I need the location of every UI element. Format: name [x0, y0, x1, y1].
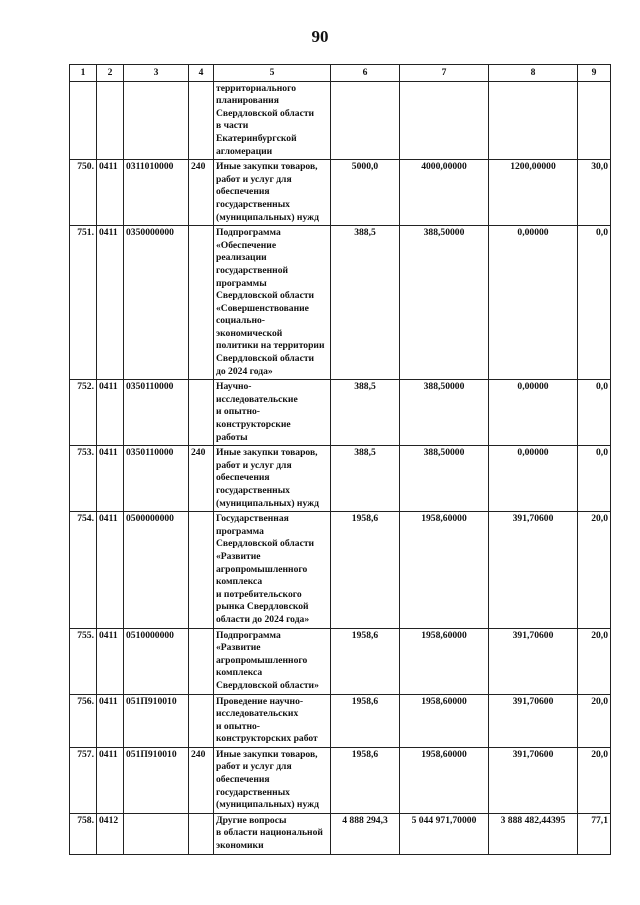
name-line: и опытно- — [216, 406, 260, 418]
name-line: планирования — [216, 95, 279, 107]
expense-type-cell: 240 — [189, 446, 214, 512]
approved-value-cell: 388,50000 — [400, 446, 489, 512]
section-code-cell: 0411 — [97, 628, 124, 694]
name-line: агломерации — [216, 145, 273, 157]
name-line: Екатеринбургской — [216, 132, 297, 144]
approved-value-cell: 1958,60000 — [400, 512, 489, 628]
name-line: обеспечения — [216, 186, 270, 198]
name-line: Свердловской области» — [216, 679, 319, 691]
name-line: программа — [216, 525, 264, 537]
percent-cell: 0,0 — [578, 446, 611, 512]
approved-value-cell: 1958,60000 — [400, 694, 489, 747]
name-cell — [214, 446, 331, 512]
target-code-cell: 051П910010 — [124, 694, 189, 747]
approved-value-cell: 388,50000 — [400, 226, 489, 380]
name-line: государственной — [216, 264, 289, 276]
percent-cell: 30,0 — [578, 160, 611, 226]
table-row — [70, 446, 611, 512]
name-line: работ и услуг для — [216, 761, 292, 773]
name-cell — [214, 694, 331, 747]
name-line: государственных — [216, 198, 290, 210]
name-line: экономики — [216, 840, 264, 852]
name-line: Иные закупки товаров, — [216, 447, 318, 459]
name-line: Свердловской области — [216, 538, 315, 550]
table-row — [70, 512, 611, 628]
approved-value-cell: 1958,60000 — [400, 628, 489, 694]
executed-value-cell: 0,00000 — [489, 446, 578, 512]
executed-value-cell: 1200,00000 — [489, 160, 578, 226]
section-code-cell: 0411 — [97, 160, 124, 226]
plan-value-cell — [331, 81, 400, 160]
approved-value-cell: 1958,60000 — [400, 747, 489, 813]
name-line: Иные закупки товаров, — [216, 161, 318, 173]
page-number: 90 — [311, 27, 329, 46]
name-line: Научно- — [216, 381, 252, 393]
name-line: экономической — [216, 327, 283, 339]
table-row — [70, 694, 611, 747]
name-cell — [214, 81, 331, 160]
executed-value-cell — [489, 81, 578, 160]
name-line: работ и услуг для — [216, 459, 292, 471]
name-line: работы — [216, 431, 248, 443]
name-line: (муниципальных) нужд — [216, 211, 319, 223]
name-line: государственных — [216, 786, 290, 798]
column-header: 4 — [189, 65, 214, 82]
expense-type-cell — [189, 226, 214, 380]
target-code-cell: 0350000000 — [124, 226, 189, 380]
row-number-cell: 758. — [70, 813, 97, 854]
table-row — [70, 380, 611, 446]
plan-value-cell: 1958,6 — [331, 747, 400, 813]
row-number-cell: 754. — [70, 512, 97, 628]
name-cell — [214, 226, 331, 380]
plan-value-cell: 5000,0 — [331, 160, 400, 226]
table-row — [70, 813, 611, 854]
percent-cell: 20,0 — [578, 694, 611, 747]
name-line: программы — [216, 277, 267, 289]
name-line: Свердловской области — [216, 353, 315, 365]
expense-type-cell — [189, 694, 214, 747]
target-code-cell: 051П910010 — [124, 747, 189, 813]
name-line: «Совершенствование — [216, 302, 309, 314]
target-code-cell: 0350110000 — [124, 446, 189, 512]
name-cell — [214, 747, 331, 813]
executed-value-cell: 391,70600 — [489, 694, 578, 747]
name-line: Другие вопросы — [216, 814, 287, 826]
name-line: реализации — [216, 252, 267, 264]
target-code-cell — [124, 813, 189, 854]
name-line: рынка Свердловской — [216, 601, 309, 613]
plan-value-cell: 388,5 — [331, 446, 400, 512]
row-number-cell: 750. — [70, 160, 97, 226]
name-cell — [214, 628, 331, 694]
section-code-cell: 0411 — [97, 380, 124, 446]
column-header: 3 — [124, 65, 189, 82]
budget-table — [69, 64, 611, 855]
name-line: комплекса — [216, 576, 263, 588]
name-line: (муниципальных) нужд — [216, 497, 319, 509]
executed-value-cell: 0,00000 — [489, 226, 578, 380]
column-header: 2 — [97, 65, 124, 82]
target-code-cell — [124, 81, 189, 160]
percent-cell: 0,0 — [578, 380, 611, 446]
column-header: 8 — [489, 65, 578, 82]
name-line: обеспечения — [216, 472, 270, 484]
section-code-cell: 0412 — [97, 813, 124, 854]
percent-cell: 20,0 — [578, 628, 611, 694]
approved-value-cell: 4000,00000 — [400, 160, 489, 226]
target-code-cell: 0350110000 — [124, 380, 189, 446]
plan-value-cell: 1958,6 — [331, 512, 400, 628]
column-header: 7 — [400, 65, 489, 82]
row-number-cell — [70, 81, 97, 160]
name-line: в области национальной — [216, 827, 323, 839]
name-cell — [214, 512, 331, 628]
table-header-row — [70, 65, 611, 82]
name-cell — [214, 380, 331, 446]
target-code-cell: 0311010000 — [124, 160, 189, 226]
name-line: государственных — [216, 485, 290, 496]
name-line: Свердловской области — [216, 290, 315, 302]
expense-type-cell: 240 — [189, 160, 214, 226]
approved-value-cell: 388,50000 — [400, 380, 489, 446]
name-line: (муниципальных) нужд — [216, 799, 319, 811]
name-cell — [214, 160, 331, 226]
column-header: 5 — [214, 65, 331, 82]
column-header: 1 — [70, 65, 97, 82]
section-code-cell: 0411 — [97, 226, 124, 380]
row-number-cell: 755. — [70, 628, 97, 694]
executed-value-cell: 391,70600 — [489, 512, 578, 628]
executed-value-cell: 3 888 482,44395 — [489, 813, 578, 854]
table-body — [70, 81, 611, 854]
name-line: «Развитие — [216, 550, 261, 562]
name-line: Подпрограмма — [216, 227, 281, 239]
section-code-cell — [97, 81, 124, 160]
name-line: до 2024 года» — [216, 365, 273, 377]
name-line: обеспечения — [216, 774, 270, 786]
name-line: и опытно- — [216, 720, 260, 732]
name-line: комплекса — [216, 667, 263, 679]
plan-value-cell: 1958,6 — [331, 694, 400, 747]
expense-type-cell — [189, 512, 214, 628]
name-line: конструкторских работ — [216, 733, 318, 745]
name-line: исследовательские — [216, 393, 298, 405]
plan-value-cell: 4 888 294,3 — [331, 813, 400, 854]
name-line: конструкторские — [216, 419, 291, 431]
table-row — [70, 81, 611, 160]
column-header: 9 — [578, 65, 611, 82]
name-line: политики на территории — [216, 340, 325, 352]
percent-cell: 20,0 — [578, 747, 611, 813]
name-line: «Развитие — [216, 642, 261, 654]
name-line: и потребительского — [216, 588, 302, 600]
name-line: Подпрограмма — [216, 629, 281, 641]
expense-type-cell — [189, 813, 214, 854]
table-row — [70, 226, 611, 380]
name-line: Проведение научно- — [216, 695, 304, 707]
name-line: Свердловской области — [216, 107, 315, 119]
row-number-cell: 751. — [70, 226, 97, 380]
row-number-cell: 753. — [70, 446, 97, 512]
executed-value-cell: 391,70600 — [489, 628, 578, 694]
executed-value-cell: 0,00000 — [489, 380, 578, 446]
name-line: агропромышленного — [216, 654, 308, 666]
column-header: 6 — [331, 65, 400, 82]
percent-cell — [578, 81, 611, 160]
target-code-cell: 0510000000 — [124, 628, 189, 694]
row-number-cell: 757. — [70, 747, 97, 813]
name-line: Государственная — [216, 513, 289, 525]
executed-value-cell: 391,70600 — [489, 747, 578, 813]
expense-type-cell — [189, 81, 214, 160]
name-line: исследовательских — [216, 708, 299, 720]
approved-value-cell: 5 044 971,70000 — [400, 813, 489, 854]
name-line: области до 2024 года» — [216, 613, 310, 625]
row-number-cell: 752. — [70, 380, 97, 446]
expense-type-cell — [189, 380, 214, 446]
table-row — [70, 628, 611, 694]
percent-cell: 20,0 — [578, 512, 611, 628]
plan-value-cell: 388,5 — [331, 226, 400, 380]
expense-type-cell — [189, 628, 214, 694]
name-line: Иные закупки товаров, — [216, 748, 318, 760]
section-code-cell: 0411 — [97, 694, 124, 747]
name-cell — [214, 813, 331, 854]
target-code-cell: 0500000000 — [124, 512, 189, 628]
name-line: в части — [216, 120, 249, 132]
percent-cell: 77,1 — [578, 813, 611, 854]
approved-value-cell — [400, 81, 489, 160]
table-row — [70, 160, 611, 226]
row-number-cell: 756. — [70, 694, 97, 747]
name-line: работ и услуг для — [216, 173, 292, 185]
name-line: агропромышленного — [216, 563, 308, 575]
plan-value-cell: 388,5 — [331, 380, 400, 446]
name-line: территориального — [216, 82, 296, 94]
name-line: социально- — [216, 315, 265, 327]
plan-value-cell: 1958,6 — [331, 628, 400, 694]
section-code-cell: 0411 — [97, 512, 124, 628]
name-line: «Обеспечение — [216, 239, 277, 251]
table-row — [70, 747, 611, 813]
expense-type-cell: 240 — [189, 747, 214, 813]
section-code-cell: 0411 — [97, 446, 124, 512]
section-code-cell: 0411 — [97, 747, 124, 813]
percent-cell: 0,0 — [578, 226, 611, 380]
